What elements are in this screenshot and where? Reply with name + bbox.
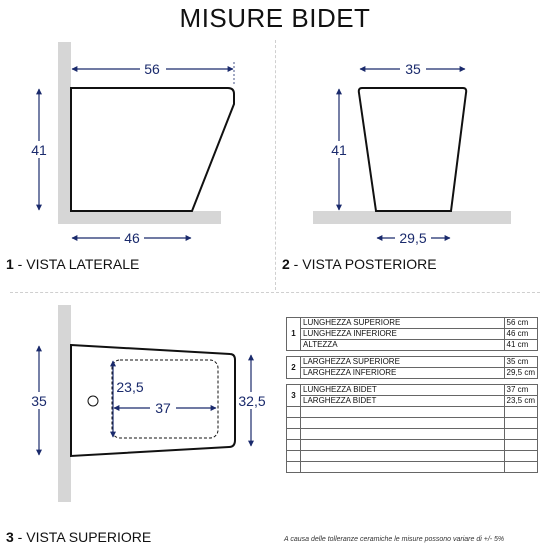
table-row xyxy=(287,318,538,329)
back-view-label: - VISTA POSTERIORE xyxy=(289,256,437,272)
row-label: LUNGHEZZA INFERIORE xyxy=(301,329,505,340)
table-row xyxy=(287,368,538,379)
side-view-caption xyxy=(6,256,139,272)
back-view-number: 2 xyxy=(282,256,290,272)
row-value: 46 cm xyxy=(504,329,537,340)
back-view-top-dimension: 35 xyxy=(405,61,421,77)
back-view-bidet-outline xyxy=(359,88,466,211)
back-view-bottom-dimension: 29,5 xyxy=(399,230,427,246)
row-label: LARGHEZZA INFERIORE xyxy=(301,368,505,379)
row-value: 23,5 cm xyxy=(504,396,537,407)
back-view-drawing xyxy=(313,61,511,246)
group-number: 3 xyxy=(287,385,301,407)
side-view-number: 1 xyxy=(6,256,14,272)
table-empty-row xyxy=(287,429,538,440)
top-view-drawing xyxy=(29,305,268,502)
row-value: 37 cm xyxy=(504,385,537,396)
group-number: 1 xyxy=(287,318,301,351)
row-label: ALTEZZA xyxy=(301,340,505,351)
tolerance-note: A causa delle tolleranze ceramiche le misure possono variare di +/- 5% xyxy=(284,536,505,543)
back-view-caption xyxy=(282,256,437,272)
table-empty-row xyxy=(287,462,538,473)
table-row xyxy=(287,357,538,368)
top-view-label: - VISTA SUPERIORE xyxy=(13,529,152,545)
side-view-height-dimension: 41 xyxy=(31,142,47,158)
side-view-top-dimension: 56 xyxy=(144,61,160,77)
top-view-caption xyxy=(6,529,151,545)
row-label: LARGHEZZA BIDET xyxy=(301,396,505,407)
row-value: 29,5 cm xyxy=(504,368,537,379)
row-label: LUNGHEZZA SUPERIORE xyxy=(301,318,505,329)
row-value: 41 cm xyxy=(504,340,537,351)
table-row xyxy=(287,340,538,351)
row-value: 56 cm xyxy=(504,318,537,329)
table-empty-row xyxy=(287,440,538,451)
row-label: LUNGHEZZA BIDET xyxy=(301,385,505,396)
dimensions-table xyxy=(286,317,538,473)
top-view-number: 3 xyxy=(6,529,14,545)
top-view-back-width-dimension: 32,5 xyxy=(238,393,266,409)
table-empty-row xyxy=(287,407,538,418)
back-view-floor xyxy=(313,211,511,224)
side-view-bidet-outline xyxy=(71,88,234,211)
row-value: 35 cm xyxy=(504,357,537,368)
back-view-height-dimension: 41 xyxy=(331,142,347,158)
top-view-bowl-depth-dimension: 23,5 xyxy=(116,379,144,395)
side-view-bottom-dimension: 46 xyxy=(124,230,140,246)
row-label: LARGHEZZA SUPERIORE xyxy=(301,357,505,368)
table-empty-row xyxy=(287,418,538,429)
side-view-floor xyxy=(58,211,221,224)
side-view-drawing xyxy=(29,42,234,246)
group-number: 2 xyxy=(287,357,301,379)
top-view-bowl-length-dimension: 37 xyxy=(155,400,171,416)
side-view-label: - VISTA LATERALE xyxy=(13,256,140,272)
top-view-depth-dimension: 35 xyxy=(31,393,47,409)
page-title: MISURE BIDET xyxy=(179,3,371,33)
top-view-wall xyxy=(58,305,71,502)
table-row xyxy=(287,385,538,396)
table-empty-row xyxy=(287,451,538,462)
side-view-wall xyxy=(58,42,71,224)
table-row xyxy=(287,396,538,407)
table-row xyxy=(287,329,538,340)
